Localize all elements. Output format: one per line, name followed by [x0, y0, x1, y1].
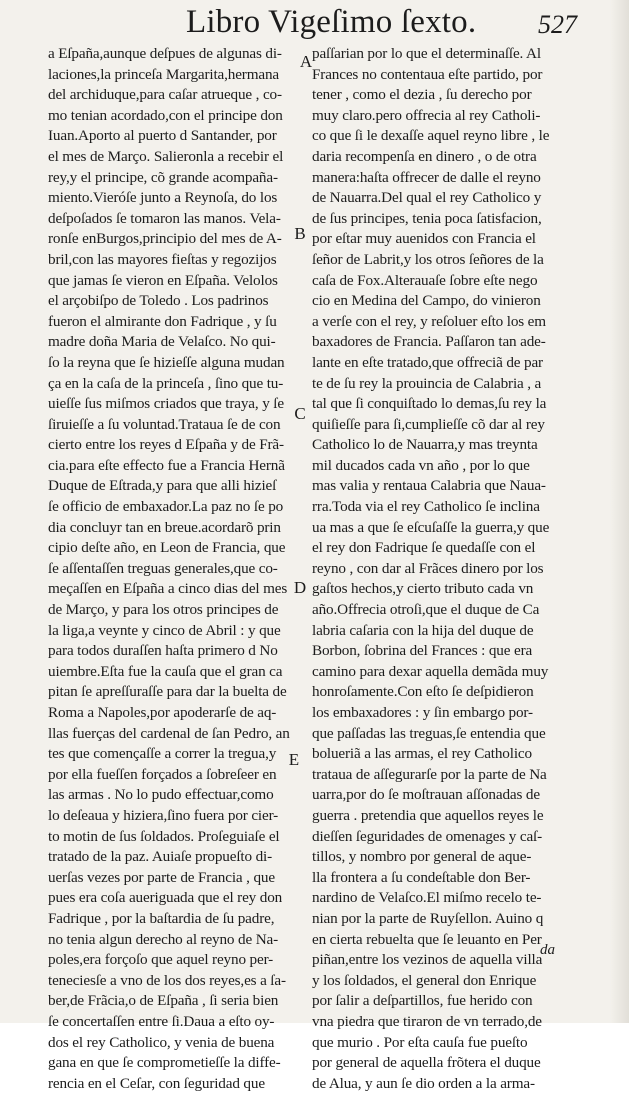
right-column-line: gaſtos hechos,y cierto tributo cada vn	[312, 580, 534, 598]
right-column-line: labria caſaria con la hija del duque de	[312, 621, 534, 639]
right-column-line: trataua de aſſegurarſe por la parte de Na	[312, 765, 547, 783]
left-column-line: ſe officio de embaxador.La paz no ſe po	[48, 498, 284, 516]
right-column-line: dieſſen ſeguridades de omenages y caſ-	[312, 827, 543, 845]
right-column-line: en cierta rebuelta que ſe leuanto en Per	[312, 930, 542, 948]
left-column-line: cia.para eſte effecto fue a Francia Hernã	[48, 456, 285, 474]
right-column-line: tal que ſi conquiſtado lo demas,ſu rey la	[312, 395, 547, 413]
catchword: da	[540, 942, 555, 958]
right-column-line: tener , como el dezia , ſu derecho por	[312, 86, 532, 104]
right-column-line: año.Offrecia otroſi,que el duque de Ca	[312, 601, 540, 619]
left-column-line: ronſe enBurgos,principio del mes de A-	[48, 230, 282, 248]
page-edge-shadow	[610, 0, 629, 1023]
left-column-line: dos el rey Catholico, y venia de buena	[48, 1033, 275, 1051]
right-column-line: nian por la parte de Ruyſellon. Auino q	[312, 909, 544, 927]
left-column-line: Duque de Eſtrada,y para que alli hizieſ	[48, 477, 277, 495]
left-column-line: bril,con las mayores fieſtas y regozijos	[48, 250, 277, 268]
left-column-line: poles,era forçoſo que aquel reyno per-	[48, 951, 274, 969]
left-column-line: deſpoſados ſe tomaron las manos. Vela-	[48, 209, 281, 227]
left-text-column	[48, 44, 298, 1094]
right-column-line: co que ſi le dexaſſe aquel reyno libre , le	[312, 127, 550, 145]
left-column-line: ber,de Frãcia,o de Eſpaña , ſi seria bien	[48, 992, 279, 1010]
left-column-line: madre doña Maria de Velaſco. No qui-	[48, 333, 276, 351]
left-column-line: pues era coſa aueriguada que el rey don	[48, 889, 283, 907]
left-column-line: cierto entre los reyes d Eſpaña y de Frã-	[48, 436, 284, 454]
right-column-line: mas valia y rentaua Calabria que Naua-	[312, 477, 546, 495]
right-column-line: lante en eſte tratado,que offreciã de par	[312, 353, 543, 371]
right-column-line: muy claro.pero offrecia al rey Catholi-	[312, 106, 541, 124]
right-column-line: guerra . pretendia que aquellos reyes le	[312, 806, 544, 824]
left-column-line: mo tenian acordado,con el principe don	[48, 106, 283, 124]
right-column-line: tillos, y nombro por general de aque-	[312, 848, 532, 866]
right-column-line: quiſieſſe para ſi,cumplieſſe cõ dar al rey	[312, 415, 545, 433]
right-column-line: por general de aquella frõtera el duque	[312, 1054, 541, 1072]
left-column-line: el mes de Março. Salieronla a recebir el	[48, 147, 284, 165]
right-column-line: por ſalir a deſpartillos, fue herido con	[312, 992, 533, 1010]
margin-letter-e: E	[288, 750, 300, 769]
left-column-line: uerſas vezes por parte de Francia , que	[48, 868, 275, 886]
left-column-line: teneciesſe a vno de los dos reyes,es a ſa-	[48, 971, 286, 989]
left-column-line: ſiruieſſe a ſu voluntad.Trataua ſe de con	[48, 415, 281, 433]
right-column-line: camino para dexar aquella demãda muy	[312, 662, 549, 680]
left-column-line: rencia en el Ceſar, con ſeguridad que	[48, 1074, 265, 1092]
right-column-line: y los ſoldados, el general don Enrique	[312, 971, 537, 989]
left-column-line: cipio deſte año, en Leon de Francia, que	[48, 539, 286, 557]
right-column-line: reyno , con dar al Frãces dinero por los	[312, 559, 544, 577]
margin-letter-c: C	[294, 404, 306, 423]
right-column-line: Frances no contentaua eſte partido, por	[312, 65, 543, 83]
left-column-line: lo deſeaua y hiziera,ſino fuera por cier-	[48, 806, 279, 824]
right-column-line: Borbon, ſobrina del Frances : que era	[312, 642, 533, 660]
left-column-line: tes que començaſſe a correr la tregua,y	[48, 745, 277, 763]
right-column-line: vna piedra que tiraron de vn terrado,de	[312, 1012, 542, 1030]
left-column-line: ſo la reyna que ſe hizieſſe alguna mudan	[48, 353, 285, 371]
left-column-line: ſe aſſentaſſen treguas generales,que co-	[48, 559, 278, 577]
left-column-line: por ella fueſſen forçados a ſobreſeer en	[48, 765, 277, 783]
left-column-line: Iuan.Aporto al puerto d Santander, por	[48, 127, 277, 145]
right-text-column	[312, 44, 582, 1094]
right-column-line: manera:haſta offrecer de dalle el reyno	[312, 168, 541, 186]
right-column-line: daria recompenſa en dinero , o de otra	[312, 147, 537, 165]
left-column-line: meçaſſen en Eſpaña a cinco dias del mes	[48, 580, 288, 598]
left-column-line: ça en la caſa de la princeſa , ſino que tu-	[48, 374, 284, 392]
right-column-line: baxadores de Francia. Paſſaron tan ade-	[312, 333, 546, 351]
right-column-line: mil ducados cada vn año , por lo que	[312, 456, 530, 474]
left-column-line: a Eſpaña,aunque deſpues de algunas di-	[48, 45, 282, 62]
left-column-line: que jamas ſe vieron en Eſpaña. Velolos	[48, 271, 278, 289]
left-column-line: fueron el almirante don Fadrique , y ſu	[48, 312, 277, 330]
left-column-line: de Março, y para los otros principes de	[48, 601, 279, 619]
left-column-line: uiembre.Eſta fue la cauſa que el gran ca	[48, 662, 283, 680]
margin-letter-d: D	[293, 578, 307, 597]
right-column-line: de Nauarra.Del qual el rey Catholico y	[312, 189, 542, 207]
right-column-line: que murio . Por eſta cauſa fue pueſto	[312, 1033, 528, 1051]
left-column-line: uieſſe ſus miſmos criados que traya, y ſe	[48, 395, 284, 413]
right-column-line: cio en Medina del Campo, do vinieron	[312, 292, 541, 310]
left-column-line: dia concluyr tan en breue.acordarõ prin	[48, 518, 281, 536]
left-column-line: to motin de ſus ſoldados. Proſeguiaſe el	[48, 827, 280, 845]
left-column-line: ſe concertaſſen entre ſi.Daua a eſto oy-	[48, 1012, 275, 1030]
right-column-line: honroſamente.Con eſto ſe deſpidieron	[312, 683, 534, 701]
left-column-line: pitan ſe apreſſuraſſe para dar la buelta de	[48, 683, 287, 701]
left-column-line: para todos duraſſen haſta primero d No	[48, 642, 278, 660]
right-column-line: Catholico lo de Nauarra,y mas treynta	[312, 436, 538, 454]
right-column-line: que paſſadas las treguas,ſe entendia que	[312, 724, 546, 742]
right-column-line: uarra,por do ſe moſtrauan aſſonadas de	[312, 786, 540, 804]
margin-letter-a: A	[299, 52, 313, 71]
left-column-line: las armas . No lo pudo effectuar,como	[48, 786, 274, 804]
right-column-line: los embaxadores : y ſin embargo por-	[312, 704, 533, 721]
page-number: 527	[538, 10, 577, 39]
left-column-line: miento.Vieróſe junto a Reynoſa, do los	[48, 189, 278, 207]
left-column-line: Roma a Napoles,por apoderarſe de aq-	[48, 704, 277, 721]
right-column-line: paſſarian por lo que el determinaſſe. Al	[312, 45, 541, 62]
left-column-line: tratado de la paz. Auiaſe propueſto di-	[48, 848, 272, 866]
right-column-line: el rey don Fadrique ſe quedaſſe con el	[312, 539, 536, 557]
right-column-line: ſeñor de Labrit,y los otros ſeñores de la	[312, 250, 544, 268]
left-column-line: Fadrique , por la baſtardia de ſu padre,	[48, 909, 275, 927]
margin-letter-b: B	[294, 224, 306, 243]
right-column-line: lla frontera a ſu condeſtable don Ber-	[312, 868, 531, 886]
left-column-line: no tenia algun derecho al reyno de Na-	[48, 930, 279, 948]
left-column-line: del archiduque,para caſar atrueque , co-	[48, 86, 282, 104]
right-column-line: de ſus principes, tenia poca ſatisfacion,	[312, 209, 542, 227]
left-column-line: rey,y el principe, cõ grande acompaña-	[48, 168, 278, 186]
right-column-line: bolueriã a las armas, el rey Catholico	[312, 745, 532, 763]
left-column-line: el arçobiſpo de Toledo . Los padrinos	[48, 292, 269, 310]
right-column-line: te de ſu rey la prouincia de Calabria , a	[312, 374, 542, 392]
right-column-line: a verſe con el rey, y reſoluer eſto los em	[312, 312, 546, 330]
left-column-line: la liga,a veynte y cinco de Abril : y que	[48, 621, 281, 639]
left-column-line: laciones,la princeſa Margarita,hermana	[48, 65, 279, 83]
left-column-line: gana en que ſe comprometieſſe la diffe-	[48, 1054, 281, 1072]
running-title: Libro Vigeſimo ſexto.	[186, 4, 477, 40]
right-column-line: piñan,entre los vezinos de aquella villa	[312, 951, 543, 969]
right-column-line: de Alua, y aun ſe dio orden a la arma-	[312, 1074, 535, 1092]
left-column-line: llas fuerças del cardenal de ſan Pedro, an	[48, 724, 290, 742]
right-column-line: ua mas a que ſe eſcuſaſſe la guerra,y que	[312, 518, 550, 536]
right-column-line: por eſtar muy auenidos con Francia el	[312, 230, 536, 248]
right-column-line: nardino de Velaſco.El miſmo recelo te-	[312, 889, 542, 907]
right-column-line: caſa de Fox.Alterauaſe ſobre eſte nego	[312, 271, 538, 289]
right-column-line: rra.Toda via el rey Catholico ſe inclina	[312, 498, 540, 516]
